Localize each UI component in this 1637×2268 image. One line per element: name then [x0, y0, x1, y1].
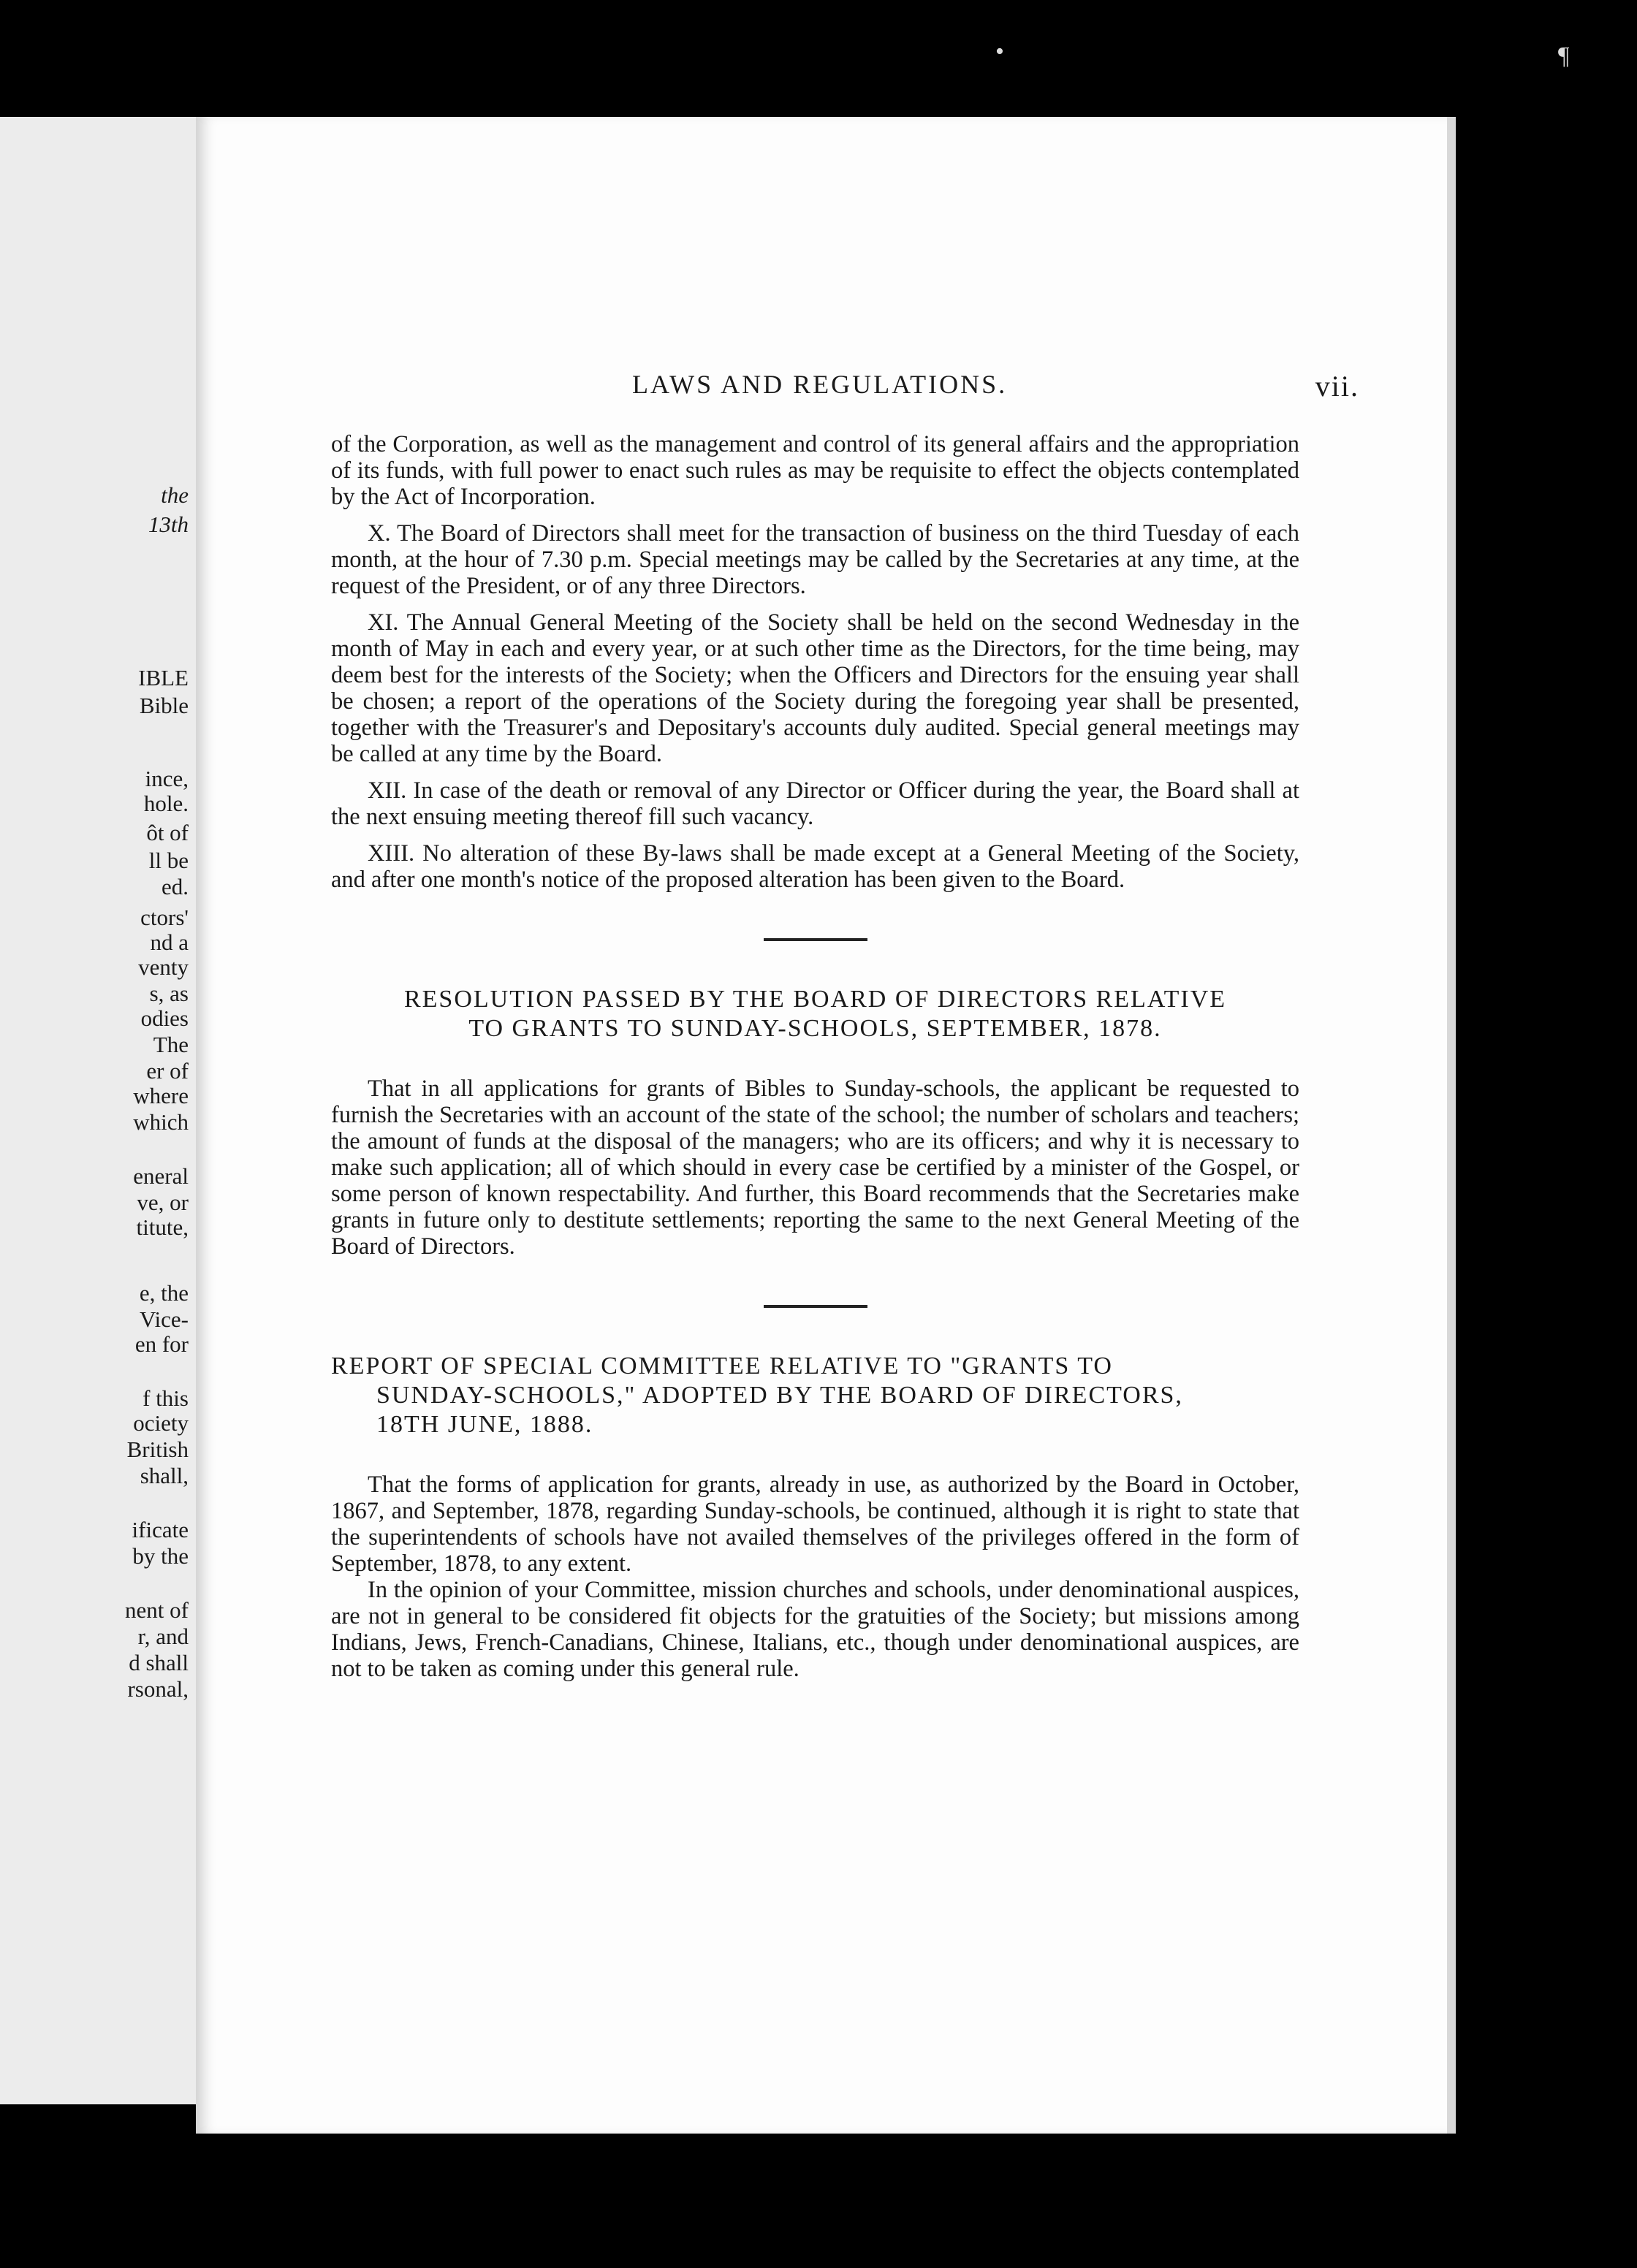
report-heading-line2: SUNDAY-SCHOOLS," ADOPTED BY THE BOARD OF DIRECTORS, [376, 1382, 1183, 1409]
facing-page-line: ve, or [137, 1190, 189, 1215]
section-divider [764, 938, 867, 941]
scan-speck: ¶ [1558, 42, 1570, 69]
resolution-heading [331, 985, 1299, 1043]
running-title: LAWS AND REGULATIONS. [632, 370, 1008, 399]
scan-speck: • [995, 38, 1004, 65]
report-heading-line1: REPORT OF SPECIAL COMMITTEE RELATIVE TO "GRANTS TO [331, 1352, 1113, 1380]
facing-page-line: ôt of [146, 820, 189, 845]
facing-page-line: en for [134, 1331, 189, 1357]
facing-page-line: f this [143, 1385, 189, 1411]
bylaw-xii: XII. In case of the death or removal of any Director or Officer during the year, the Board shall at the next ensuing meeting thereof fill such vacancy. [331, 777, 1299, 830]
bylaw-x: X. The Board of Directors shall meet for the transaction of business on the third Tuesday of each month, at the hour of 7.30 p.m. Special meetings may be called by the Secretaries at any time, at the request of the President, or of any three Directors. [331, 520, 1299, 599]
bylaw-xiii: XIII. No alteration of these By-laws shall be made except at a General Meeting of the Society, and after one month's notice of the proposed alteration has been given to the Board. [331, 840, 1299, 893]
facing-page-line: ificate [132, 1517, 189, 1542]
facing-page-line: r, and [137, 1624, 189, 1649]
facing-page-line: Bible [139, 693, 189, 718]
facing-page-line: ll be [148, 848, 189, 873]
facing-page-line: er of [146, 1058, 189, 1084]
facing-page-line: where [133, 1083, 189, 1108]
facing-page-line: shall, [140, 1463, 189, 1488]
report-heading [331, 1352, 1299, 1439]
section-divider [764, 1305, 867, 1308]
facing-page-line: s, as [149, 981, 189, 1006]
facing-page-line: ociety [133, 1410, 189, 1436]
document-page [196, 117, 1447, 2134]
facing-page-line: titute, [136, 1214, 189, 1240]
facing-page-line: nd a [150, 929, 189, 955]
report-heading-line3: 18TH JUNE, 1888. [376, 1411, 593, 1438]
facing-page-line: odies [140, 1005, 189, 1031]
facing-page-line: The [153, 1032, 189, 1057]
facing-page-line: nent of [125, 1597, 189, 1623]
resolution-heading-line1: RESOLUTION PASSED BY THE BOARD OF DIRECTORS RELATIVE [403, 986, 1227, 1013]
page-body [331, 431, 1299, 1682]
facing-page-line: eneral [133, 1163, 189, 1189]
facing-page-line: rsonal, [127, 1676, 189, 1702]
facing-page-line: which [133, 1109, 189, 1135]
facing-page-line: ince, [145, 766, 189, 791]
facing-page-line: d shall [129, 1650, 189, 1675]
facing-page-line: IBLE [138, 665, 189, 690]
page-header [196, 369, 1447, 413]
facing-page-line: the [161, 482, 189, 508]
facing-page-line: ctors' [140, 905, 189, 930]
page-edge [1447, 117, 1456, 2134]
facing-page-line: by the [132, 1543, 189, 1569]
facing-page-line: venty [138, 954, 189, 980]
facing-page-fragment [0, 117, 203, 2104]
facing-page-line: ed. [161, 874, 189, 899]
facing-page-line: Vice- [140, 1306, 189, 1332]
facing-page-line: e, the [139, 1280, 189, 1306]
facing-page-line: British [126, 1436, 189, 1462]
facing-page-line: hole. [143, 791, 189, 816]
resolution-text: That in all applications for grants of Bibles to Sunday-schools, the applicant be requested to furnish the Secretaries with an account of the state of the school; the number of scholars and teachers; the amount of funds at the disposal of the managers; who are its officers; and why it is necessary to make such application; all of which should in every case be certified by a minister of the Gospel, or some person of known respectability. And further, this Board recommends that the Secretaries make grants in future only to destitute settlements; reporting the same to the next General Meeting of the Board of Directors. [331, 1076, 1299, 1260]
page-number: vii. [1315, 370, 1359, 403]
bylaw-continuation: of the Corporation, as well as the management and control of its general affairs and the appropriation of its funds, with full power to enact such rules as may be requisite to effect the objects contemplated by the Act of Incorporation. [331, 431, 1299, 510]
facing-page-line: 13th [148, 511, 189, 537]
resolution-heading-line2: TO GRANTS TO SUNDAY-SCHOOLS, SEPTEMBER, 1878. [468, 1015, 1162, 1042]
report-paragraph-2: In the opinion of your Committee, mission churches and schools, under denominational auspices, are not in general to be considered fit objects for the gratuities of the Society; but missions among Indians, Jews, French-Canadians, Chinese, Italians, etc., though under denominational auspices, are not to be taken as coming under this general rule. [331, 1577, 1299, 1682]
report-paragraph-1: That the forms of application for grants, already in use, as authorized by the Board in October, 1867, and September, 1878, regarding Sunday-schools, be continued, although it is right to state that the superintendents of schools have not availed themselves of the privileges offered in the form of September, 1878, to any extent. [331, 1472, 1299, 1577]
bylaw-xi: XI. The Annual General Meeting of the Society shall be held on the second Wednesday in the month of May in each and every year, or at such other time as the Directors, for the time being, may deem best for the interests of the Society; when the Officers and Directors for the ensuing year shall be chosen; a report of the operations of the Society during the foregoing year shall be presented, together with the Treasurer's and Depositary's accounts duly audited. Special general meetings may be called at any time by the Board. [331, 609, 1299, 767]
